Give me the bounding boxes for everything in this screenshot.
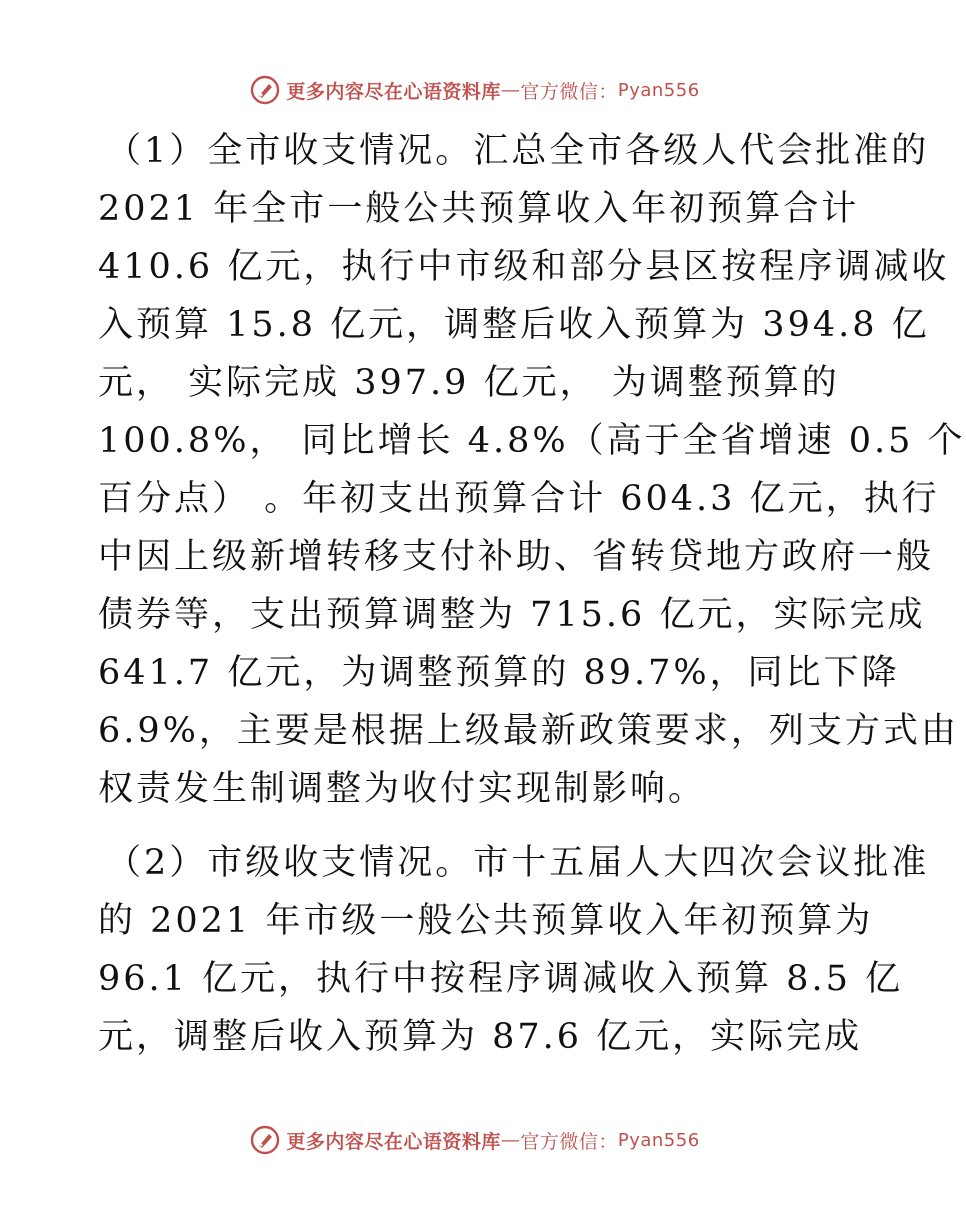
text-line: 百分点） 。年初支出预算合计 604.3 亿元，执行 <box>98 479 940 519</box>
text-line: 100.8%， 同比增长 4.8%（高于全省增速 0.5 个 <box>98 421 966 461</box>
paragraph <box>98 834 930 1066</box>
text-line: 的 2021 年市级一般公共预算收入年初预算为 <box>98 901 874 941</box>
header-watermark <box>0 70 950 110</box>
text-line: 641.7 亿元，为调整预算的 89.7%，同比下降 <box>98 653 900 693</box>
pen-nib-circle-icon <box>250 75 280 105</box>
document-body <box>98 122 966 1066</box>
text-line: 2021 年全市一般公共预算收入年初预算合计 <box>98 189 860 229</box>
watermark-account: Pyan556 <box>617 1129 700 1151</box>
paragraph <box>98 122 966 818</box>
text-line: 410.6 亿元，执行中市级和部分县区按程序调减收 <box>98 247 950 287</box>
text-line: 6.9%，主要是根据上级最新政策要求，列支方式由 <box>98 711 959 751</box>
text-line: 入预算 15.8 亿元，调整后收入预算为 394.8 亿 <box>98 305 930 345</box>
watermark-brand: 更多内容尽在心语资料库 <box>286 1130 501 1153</box>
text-line: （2）市级收支情况。市十五届人大四次会议批准 <box>106 843 930 883</box>
paragraph-gap <box>98 818 858 834</box>
text-line: 中因上级新增转移支付补助、省转贷地方政府一般 <box>98 537 935 577</box>
pen-nib-circle-icon <box>250 1125 280 1155</box>
footer-watermark <box>0 1120 950 1160</box>
watermark-dash: — <box>500 79 521 101</box>
text-line: 权责发生制调整为收付实现制影响。 <box>98 769 707 809</box>
watermark-account: Pyan556 <box>617 79 700 101</box>
text-line: 元，调整后收入预算为 87.6 亿元，实际完成 <box>98 1017 863 1057</box>
watermark-official: 官方微信： <box>520 80 618 103</box>
watermark-dash: — <box>500 1129 521 1151</box>
watermark-official: 官方微信： <box>520 1130 618 1153</box>
watermark-brand: 更多内容尽在心语资料库 <box>286 80 501 103</box>
text-line: 元， 实际完成 397.9 亿元， 为调整预算的 <box>98 363 840 403</box>
text-line: （1）全市收支情况。汇总全市各级人代会批准的 <box>106 131 930 171</box>
text-line: 96.1 亿元，执行中按程序调减收入预算 8.5 亿 <box>98 959 903 999</box>
text-line: 债券等，支出预算调整为 715.6 亿元，实际完成 <box>98 595 926 635</box>
